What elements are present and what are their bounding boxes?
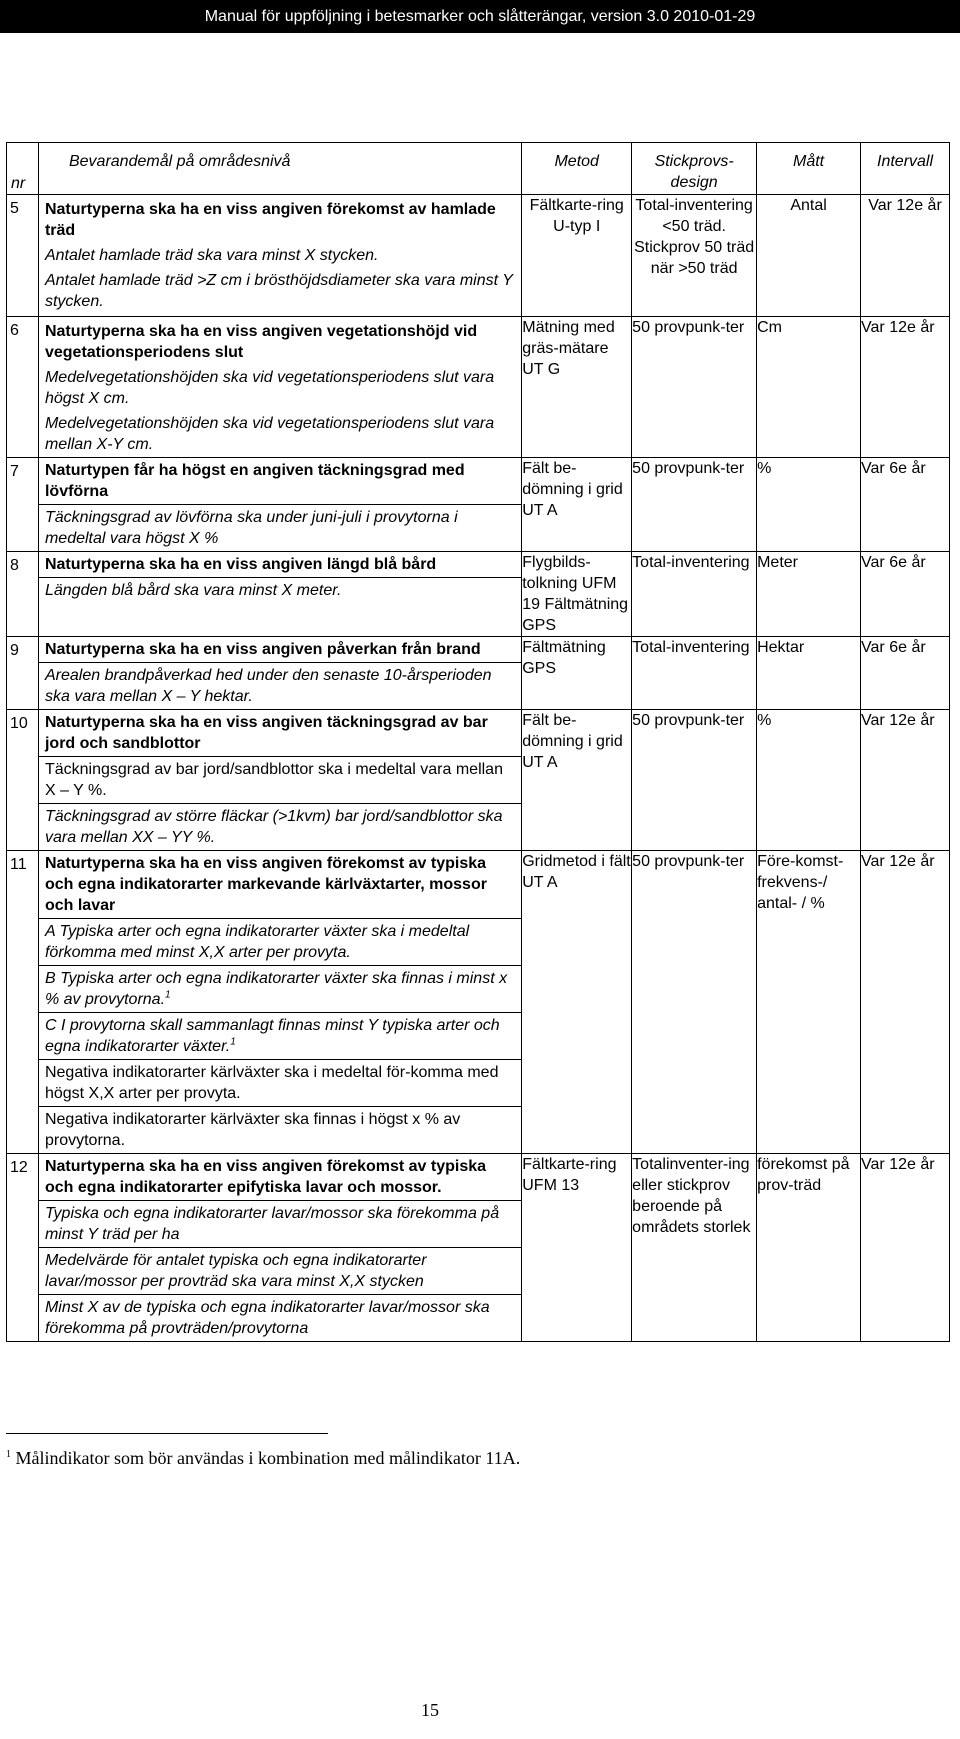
- sample-cell: 50 provpunk-ter: [632, 851, 757, 1154]
- goal-sub: Antalet hamlade träd >Z cm i brösthöjdsdiameter ska vara minst Y stycken.: [44, 272, 513, 310]
- goal-sub: Täckningsgrad av större fläckar (>1kvm) bar jord/sandblottor ska vara mellan XX – YY %.: [39, 803, 521, 850]
- goals-table: [6, 142, 950, 1342]
- measure-cell: Meter: [757, 552, 861, 637]
- table-header-row: [7, 143, 950, 195]
- header-nr: nr: [7, 143, 39, 195]
- goal-cell: [38, 458, 521, 552]
- goal-title: Naturtypen får ha högst en angiven täckningsgrad med lövförna: [44, 462, 465, 500]
- measure-cell: Antal: [757, 195, 861, 317]
- table-row: [7, 710, 950, 851]
- method-cell: Mätning med gräs-mätare UT G: [522, 317, 632, 458]
- interval-cell: Var 12e år: [861, 1154, 950, 1342]
- row-nr: 7: [7, 458, 39, 552]
- goal-sub: Täckningsgrad av bar jord/sandblottor ska i medeltal vara mellan X – Y %.: [39, 756, 521, 803]
- measure-cell: %: [757, 458, 861, 552]
- goal-sub: Längden blå bård ska vara minst X meter.: [39, 577, 521, 603]
- goal-sub: A Typiska arter och egna indikatorarter växter ska i medeltal förkomma med minst X,X arter per provyta.: [39, 918, 521, 965]
- method-cell: Fältmätning GPS: [522, 637, 632, 710]
- goal-sub: [39, 1012, 521, 1059]
- header-goal: Bevarandemål på områdesnivå: [38, 143, 521, 195]
- footnote-ref: 1: [165, 989, 171, 1001]
- goal-sub: Täckningsgrad av lövförna ska under juni-juli i provytorna i medeltal vara högst X %: [39, 504, 521, 551]
- sample-cell: 50 provpunk-ter: [632, 458, 757, 552]
- interval-cell: Var 12e år: [861, 710, 950, 851]
- interval-cell: Var 12e år: [861, 851, 950, 1154]
- method-cell: Fältkarte-ring U-typ I: [522, 195, 632, 317]
- footnote-separator: [6, 1433, 328, 1434]
- goal-sub: Medelvegetationshöjden ska vid vegetationsperiodens slut vara högst X cm.: [44, 369, 495, 407]
- measure-cell: %: [757, 710, 861, 851]
- sample-cell: Total-inventering: [632, 637, 757, 710]
- measure-cell: Cm: [757, 317, 861, 458]
- goal-title: Naturtyperna ska ha en viss angiven förekomst av typiska och egna indikatorarter epifytiska lavar och mossor.: [44, 1158, 487, 1196]
- footnote: [6, 1448, 520, 1469]
- row-nr: 11: [7, 851, 39, 1154]
- goal-title: Naturtyperna ska ha en viss angiven förekomst av typiska och egna indikatorarter markevande kärlväxtarter, mossor och lavar: [44, 855, 487, 914]
- goal-sub-text: B Typiska arter och egna indikatorarter växter ska finnas i minst x % av provytorna.: [44, 970, 508, 1008]
- table-row: [7, 552, 950, 637]
- row-nr: 12: [7, 1154, 39, 1342]
- measure-cell: förekomst på prov-träd: [757, 1154, 861, 1342]
- header-sample-design: Stickprovs-design: [632, 143, 757, 195]
- goal-sub: Medelvegetationshöjden ska vid vegetationsperiodens slut vara mellan X-Y cm.: [44, 415, 495, 453]
- table-row: [7, 637, 950, 710]
- sample-cell: Total-inventering <50 träd. Stickprov 50 träd när >50 träd: [632, 195, 757, 317]
- goal-cell: [38, 710, 521, 851]
- goal-sub: Negativa indikatorarter kärlväxter ska i medeltal för-komma med högst X,X arter per provyta.: [39, 1059, 521, 1106]
- method-cell: Fält be-dömning i grid UT A: [522, 458, 632, 552]
- header-measure: Mått: [757, 143, 861, 195]
- goal-cell: [38, 195, 521, 317]
- table-row: [7, 195, 950, 317]
- interval-cell: Var 6e år: [861, 552, 950, 637]
- header-method: Metod: [522, 143, 632, 195]
- measure-cell: Hektar: [757, 637, 861, 710]
- goal-sub: Arealen brandpåverkad hed under den senaste 10-årsperioden ska vara mellan X – Y hektar.: [39, 662, 521, 709]
- goal-title: Naturtyperna ska ha en viss angiven förekomst av hamlade träd: [44, 201, 496, 239]
- goal-sub: Medelvärde för antalet typiska och egna indikatorarter lavar/mossor per provträd ska vara minst X,X stycken: [39, 1247, 521, 1294]
- interval-cell: Var 6e år: [861, 637, 950, 710]
- table-row: [7, 851, 950, 1154]
- row-nr: 10: [7, 710, 39, 851]
- interval-cell: Var 12e år: [861, 195, 950, 317]
- table-row: [7, 317, 950, 458]
- goal-title: Naturtyperna ska ha en viss angiven påverkan från brand: [44, 641, 481, 658]
- goal-cell: [38, 1154, 521, 1342]
- goal-cell: [38, 851, 521, 1154]
- goal-sub: Negativa indikatorarter kärlväxter ska finnas i högst x % av provytorna.: [39, 1106, 521, 1153]
- footnote-number: 1: [6, 1449, 11, 1460]
- goal-cell: [38, 317, 521, 458]
- row-nr: 8: [7, 552, 39, 637]
- header-interval: Intervall: [861, 143, 950, 195]
- method-cell: Fält be-dömning i grid UT A: [522, 710, 632, 851]
- goal-title: Naturtyperna ska ha en viss angiven längd blå bård: [44, 556, 437, 573]
- sample-cell: 50 provpunk-ter: [632, 317, 757, 458]
- method-cell: Fältkarte-ring UFM 13: [522, 1154, 632, 1342]
- goal-cell: [38, 552, 521, 637]
- row-nr: 5: [7, 195, 39, 317]
- goal-sub-text: C I provytorna skall sammanlagt finnas minst Y typiska arter och egna indikatorarter växter.: [44, 1017, 500, 1055]
- sample-cell: Total-inventering: [632, 552, 757, 637]
- goal-title: Naturtyperna ska ha en viss angiven täckningsgrad av bar jord och sandblottor: [44, 714, 488, 752]
- footnote-text: Målindikator som bör användas i kombination med målindikator 11A.: [15, 1448, 521, 1468]
- measure-cell: Före-komst-frekvens-/ antal- / %: [757, 851, 861, 1154]
- goal-cell: [38, 637, 521, 710]
- page-number: 15: [421, 1700, 439, 1720]
- goal-sub: [39, 965, 521, 1012]
- method-cell: Gridmetod i fält UT A: [522, 851, 632, 1154]
- goal-title: Naturtyperna ska ha en viss angiven vegetationshöjd vid vegetationsperiodens slut: [44, 323, 478, 361]
- goal-sub: Antalet hamlade träd ska vara minst X stycken.: [44, 247, 379, 264]
- sample-cell: Totalinventer-ing eller stickprov beroende på områdets storlek: [632, 1154, 757, 1342]
- row-nr: 9: [7, 637, 39, 710]
- document-header: Manual för uppföljning i betesmarker och slåtterängar, version 3.0 2010-01-29: [0, 0, 960, 33]
- sample-cell: 50 provpunk-ter: [632, 710, 757, 851]
- method-cell: Flygbilds-tolkning UFM 19 Fältmätning GPS: [522, 552, 632, 637]
- goal-sub: Minst X av de typiska och egna indikatorarter lavar/mossor ska förekomma på provträden/provytorna: [39, 1294, 521, 1341]
- row-nr: 6: [7, 317, 39, 458]
- interval-cell: Var 12e år: [861, 317, 950, 458]
- interval-cell: Var 6e år: [861, 458, 950, 552]
- goal-sub: Typiska och egna indikatorarter lavar/mossor ska förekomma på minst Y träd per ha: [39, 1200, 521, 1247]
- table-row: [7, 1154, 950, 1342]
- footnote-ref: 1: [230, 1036, 236, 1048]
- table-row: [7, 458, 950, 552]
